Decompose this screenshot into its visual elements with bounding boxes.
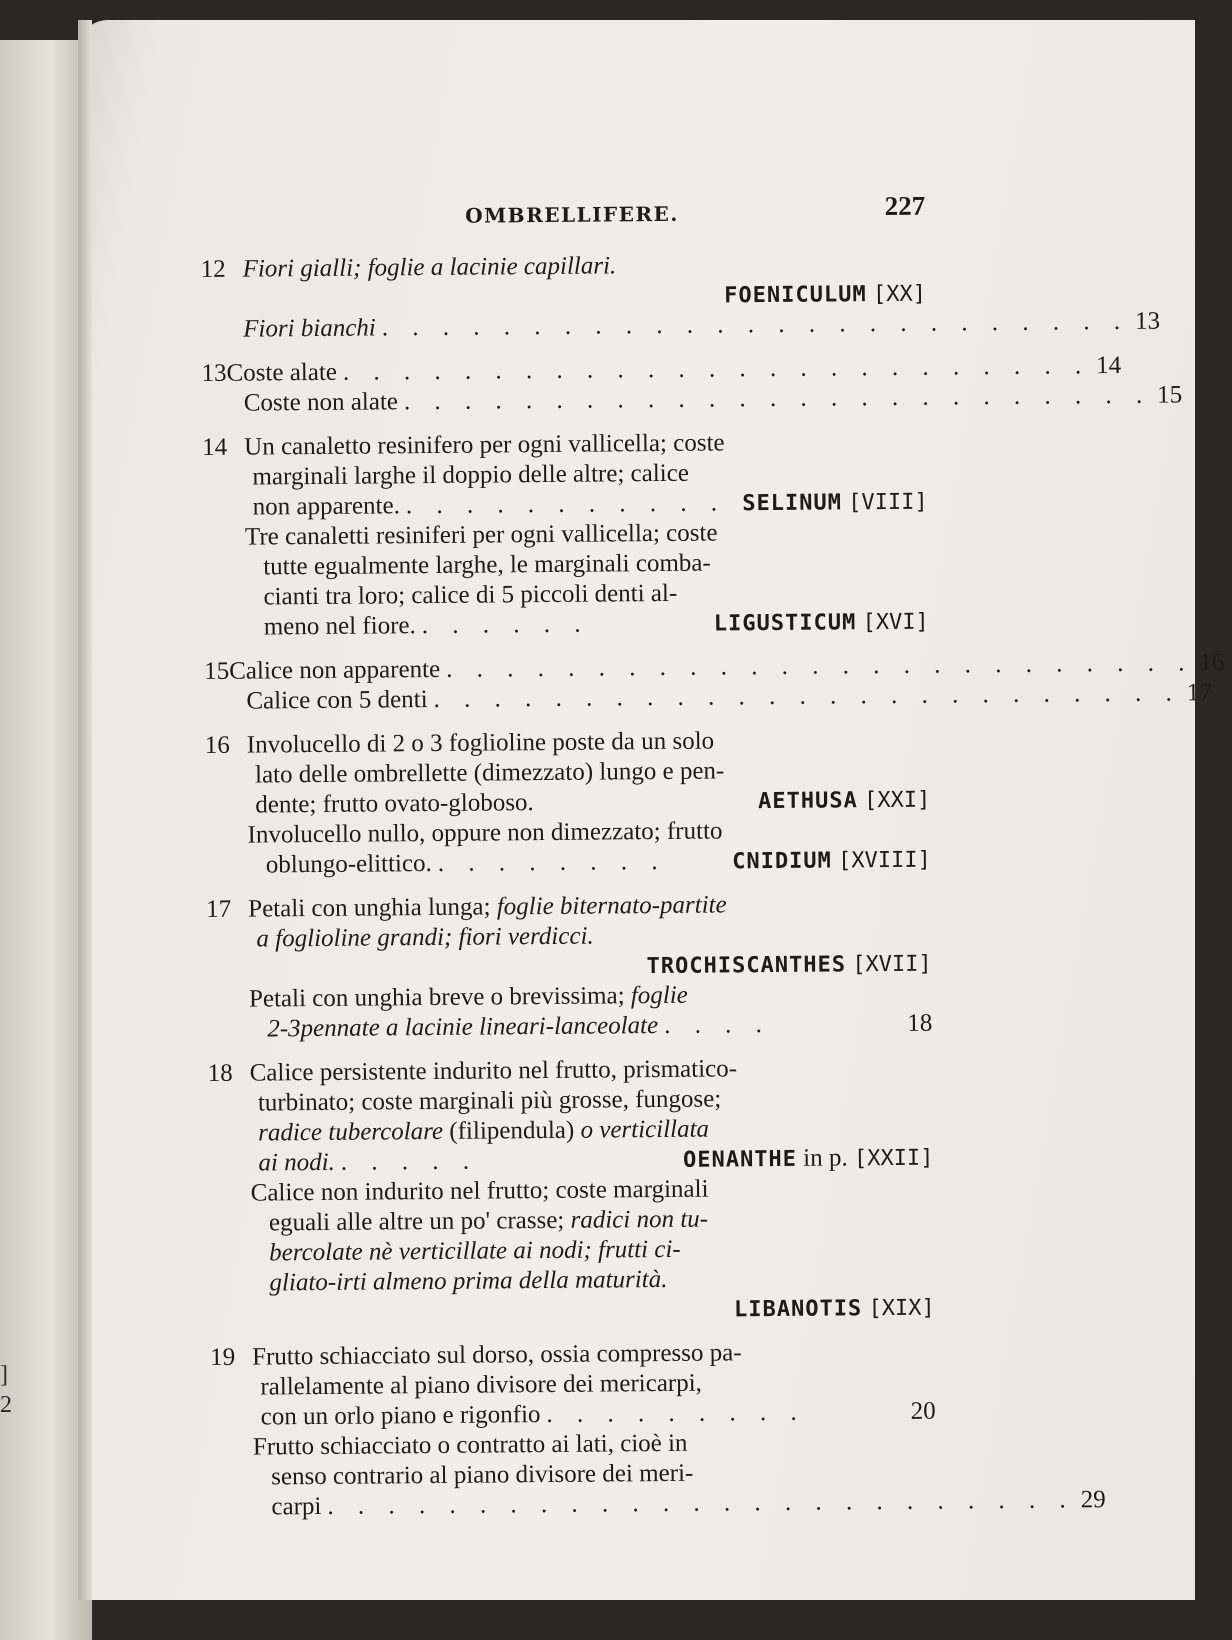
lead-text: lato delle ombrellette (dimezzato) lungo e pen-: [254, 757, 725, 789]
lead-text: (filipendula): [449, 1116, 575, 1145]
key-entry-16: [205, 725, 931, 881]
page-text: [200, 189, 1225, 1537]
lead-text-italic: ai nodi.: [258, 1148, 335, 1177]
key-line: [202, 381, 1183, 419]
genus-ref: [XVII]: [852, 951, 932, 978]
leader-dots: . . . . . . . . .: [546, 1398, 806, 1429]
genus-ref: [XVIII]: [838, 847, 931, 874]
genus-ref: [XXII]: [853, 1145, 934, 1172]
key-entry-13: [201, 351, 1183, 419]
key-line: [207, 1009, 932, 1045]
genus-name: TROCHISCANTHES: [646, 952, 847, 980]
alt-text: eguali alle altre un po' crasse;: [268, 1206, 565, 1237]
genus-ref: [XIX]: [868, 1295, 935, 1322]
ref-number: 14: [1096, 351, 1122, 380]
lead-text: Petali con unghia lunga;: [248, 893, 491, 923]
genus-name: AETHUSA: [758, 788, 858, 815]
ref-number: 15: [1157, 381, 1183, 409]
lead-text: Involucello di 2 o 3 foglioline poste da un solo: [246, 727, 715, 759]
leader-dots: . . . . . .: [421, 610, 590, 640]
leader-dots: . . . . . . . . . . . . . . . . . . . . . . . . .: [403, 381, 1152, 416]
key-entry-12: [200, 249, 1161, 345]
ref-number: 17: [1186, 679, 1212, 707]
leader-dots: . . . . . . . .: [437, 847, 667, 877]
alt-text-italic: gliato-irti almeno prima della maturità.: [269, 1265, 668, 1297]
alt-text: Petali con unghia breve o brevissima;: [248, 982, 625, 1013]
page-number: 227: [884, 190, 926, 222]
leader-dots: . . . . . . . . . . . . . . . . . . . . . . . . .: [381, 307, 1130, 342]
entry-number: 13: [201, 359, 227, 387]
lead-text: Un canaletto resinifero per ogni vallicella; coste: [244, 429, 725, 461]
genus-name: LIBANOTIS: [733, 1296, 863, 1323]
entry-number: 17: [206, 895, 232, 923]
genus-name: SELINUM: [742, 490, 843, 517]
alt-text: Calice con 5 denti: [246, 686, 428, 715]
alt-text: tutte egualmente larghe, le marginali comba-: [263, 549, 711, 581]
margin-bracket: ]: [0, 1362, 8, 1388]
ref-number: 20: [910, 1397, 936, 1425]
alt-text: senso contrario al piano divisore dei meri-: [271, 1459, 694, 1491]
running-header: [200, 189, 925, 235]
lead-text: in p.: [803, 1144, 848, 1172]
alt-text-italic: foglie: [630, 981, 688, 1010]
lead-text: Calice persistente indurito nel frutto, prismatico-: [249, 1055, 738, 1087]
lead-text-italic: o verticillata: [580, 1115, 710, 1144]
alt-text: Fiori bianchi: [243, 314, 376, 343]
key-line: [211, 1486, 1106, 1523]
lead-text: Calice non apparente: [229, 655, 441, 685]
genus-name: CNIDIUM: [732, 848, 832, 875]
facing-page-text-fragment: [0, 1360, 22, 1420]
lead-text: rallelamente al piano divisore dei mericarpi,: [260, 1369, 702, 1401]
key-entry-17: [206, 889, 932, 1045]
ref-number: 18: [907, 1009, 933, 1037]
alt-text: Coste non alate: [243, 388, 399, 417]
key-entry-19: [210, 1337, 1106, 1523]
alt-text: carpi: [271, 1492, 322, 1521]
lead-text: non apparente.: [252, 492, 400, 521]
alt-text: Calice non indurito nel frutto; coste marginali: [250, 1175, 709, 1207]
ref-number: 16: [1199, 649, 1225, 677]
leader-dots: . . . . . . . . . . . . . . . . . . . . . . . . .: [342, 352, 1091, 386]
page-gutter: [78, 20, 92, 1600]
entry-number: 16: [204, 731, 230, 759]
alt-text: cianti tra loro; calice di 5 piccoli denti al-: [263, 579, 678, 611]
alt-text: meno nel fiore.: [263, 612, 416, 641]
entry-number: 14: [202, 433, 228, 461]
lead-text-italic: a foglioline grandi; fiori verdicci.: [256, 922, 594, 953]
genus-name: LIGUSTICUM: [713, 610, 857, 637]
entry-number: 19: [210, 1343, 236, 1371]
alt-text-italic: bercolate nè verticillate ai nodi; frutti ci-: [269, 1235, 681, 1267]
key-line: [204, 607, 929, 643]
lead-text-italic: foglie biternato-partite: [496, 891, 727, 921]
entry-number: 18: [207, 1059, 233, 1087]
key-entry-14: [202, 427, 929, 643]
entry-number: 15: [204, 657, 230, 685]
genus-ref: [XXI]: [863, 787, 931, 814]
lead-text-italic: radice tubercolare: [258, 1117, 444, 1147]
genus-ref: [XX]: [872, 281, 927, 308]
leader-dots: . . . . . . . . . . . . . . . . . . . . . . . . .: [327, 1486, 1075, 1520]
alt-text: Tre canaletti resiniferi per ogni vallicella; coste: [244, 519, 718, 551]
alt-text: oblungo-elittico.: [265, 850, 432, 879]
lead-text: Frutto schiacciato sul dorso, ossia compresso pa-: [252, 1339, 742, 1371]
lead-text: con un orlo piano e rigonfio: [260, 1401, 541, 1431]
key-entry-15: [204, 649, 1225, 717]
leader-dots: . . . . . . . . . . . . . . . . . . . . . . . . .: [446, 649, 1194, 683]
key-entry-18: [208, 1053, 935, 1329]
lead-text: Fiori gialli; foglie a lacinie capillari.: [242, 252, 617, 283]
leader-dots: . . . . .: [340, 1147, 479, 1176]
alt-text-italic: 2-3pennate a lacinie lineari-lanceolate: [267, 1012, 659, 1043]
key-line: [201, 307, 1161, 345]
leader-dots: . . . . . . . . . . . . . . . . . . . . . . . . .: [433, 679, 1181, 713]
alt-text: Involucello nullo, oppure non dimezzato; frutto: [247, 817, 723, 849]
key-line: [204, 679, 1212, 717]
lead-text: dente; frutto ovato-globoso.: [255, 789, 534, 819]
lead-text: Coste alate: [226, 358, 338, 387]
ref-number: 29: [1080, 1486, 1106, 1514]
key-line: [206, 845, 931, 881]
alt-text: Frutto schiacciato o contratto ai lati, cioè in: [252, 1429, 688, 1461]
genus-name: OENANTHE: [682, 1146, 798, 1173]
genus-name: FOENICULUM: [724, 282, 867, 309]
lead-text: marginali larghe il doppio delle altre; calice: [252, 459, 689, 491]
key-line: [210, 1293, 935, 1329]
leader-dots: . . . .: [664, 1011, 771, 1039]
genus-ref: [VIII]: [848, 489, 928, 516]
chapter-title: OMBRELLIFERE.: [465, 201, 679, 228]
entry-number: 12: [200, 255, 226, 283]
margin-digit: 2: [0, 1392, 12, 1418]
alt-text-italic: radici non tu-: [570, 1205, 709, 1234]
ref-number: 13: [1134, 307, 1161, 335]
genus-ref: [XVI]: [862, 609, 929, 636]
leader-dots: . . . . . . . . . . .: [405, 489, 727, 520]
lead-text: turbinato; coste marginali più grosse, fungose;: [257, 1085, 722, 1117]
